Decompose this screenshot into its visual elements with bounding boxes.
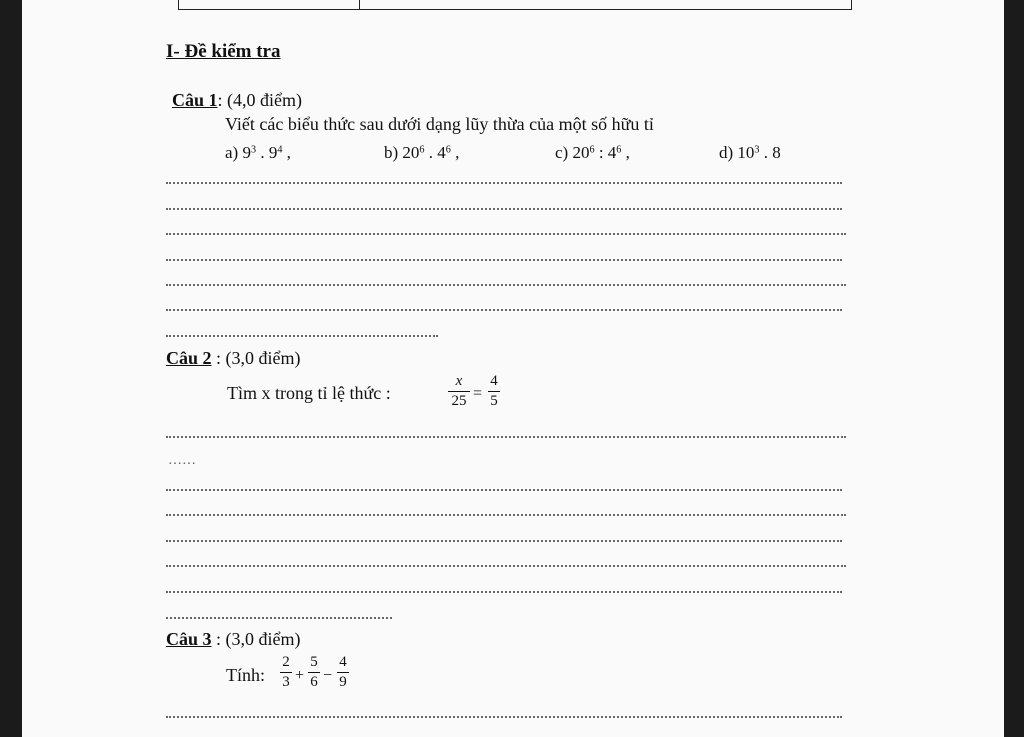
q1-heading: [172, 91, 302, 109]
answer-line: [166, 591, 842, 593]
answer-line: [166, 489, 842, 491]
answer-line: [166, 259, 842, 261]
section-title: I- Đề kiểm tra: [166, 41, 281, 62]
table-divider: [359, 0, 360, 9]
q3-fraction-2-3: 2 3: [280, 655, 292, 690]
q3-heading: [166, 630, 301, 648]
q1-item-a: a) $9^3$ . $9^4$ ,: [225, 143, 291, 162]
q3-instruction: Tính:: [226, 665, 265, 685]
q2-fraction-4-5: 4 5: [488, 374, 500, 409]
short-dots: ……: [168, 453, 196, 468]
answer-line: [166, 436, 846, 438]
q2-label: Câu 2: [166, 348, 212, 368]
answer-line: [166, 208, 842, 210]
q2-heading: [166, 349, 301, 367]
q2-points: : (3,0 điểm): [211, 348, 301, 368]
q3-fraction-4-9: 4 9: [337, 655, 349, 690]
q1-points: : (4,0 điểm): [217, 90, 302, 110]
q1-item-d: d) $10^3$ . 8: [719, 143, 781, 162]
answer-line: [166, 309, 842, 311]
q2-equals: =: [473, 385, 483, 402]
q2-fraction-x-25: x 25: [448, 374, 470, 409]
q1-item-b: b) $20^6$ . $4^6$ ,: [384, 143, 460, 162]
answer-line: [166, 335, 438, 337]
answer-line: [166, 514, 846, 516]
answer-line: [166, 182, 842, 184]
q3-label: Câu 3: [166, 629, 212, 649]
q1-item-c: c) $20^6$ : $4^6$ ,: [555, 143, 630, 162]
q1-label: Câu 1: [172, 90, 218, 110]
answer-line: [166, 540, 842, 542]
q3-plus: +: [295, 667, 305, 684]
answer-line: [166, 617, 392, 619]
q3-fraction-5-6: 5 6: [308, 655, 320, 690]
answer-line: [166, 233, 846, 235]
q1-instruction: Viết các biểu thức sau dưới dạng lũy thừa của một số hữu tỉ: [225, 114, 654, 134]
answer-line: [166, 716, 842, 718]
answer-line: [166, 284, 846, 286]
q3-minus: −: [323, 667, 333, 684]
q2-instruction: Tìm x trong tỉ lệ thức :: [227, 383, 391, 403]
q3-points: : (3,0 điểm): [211, 629, 301, 649]
document-page: [22, 0, 1004, 737]
answer-line: [166, 565, 846, 567]
header-table-fragment: [178, 0, 852, 10]
